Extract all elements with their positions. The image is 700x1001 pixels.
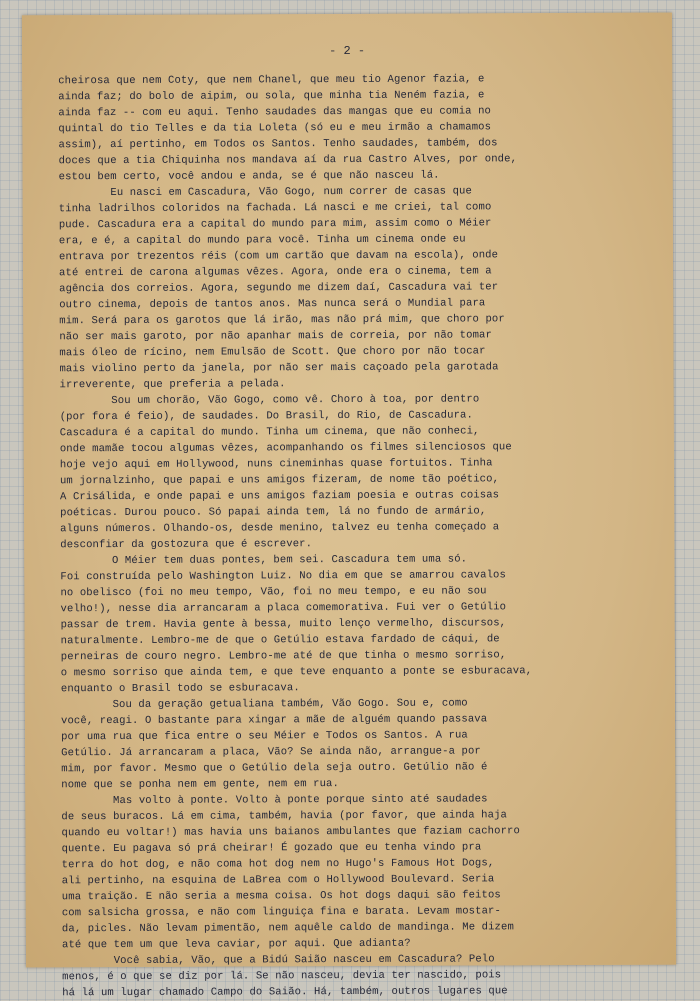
text-line: ali pertinho, na esquina de LaBrea com o Hollywood Boulevard. Seria <box>61 873 495 888</box>
text-line: mais violino perto da janela, por não ser mais caçoado pela garotada <box>59 361 499 376</box>
text-line: hoje vejo aqui em Hollywood, nuns cineminhas quase fortuitos. Tinha <box>59 457 493 472</box>
text-line: mim, por favor. Mesmo que o Getúlio dela seja outro. Getúlio não é <box>61 761 488 776</box>
text-line: (por fora é feio), de saudades. Do Brasil, do Rio, de Cascadura. <box>59 409 473 424</box>
text-line: era, e é, a capital do mundo para você. Tinha um cinema onde eu <box>58 233 466 248</box>
text-line: de seus buracos. Lá em cima, também, havia (por favor, que ainda haja <box>61 809 508 824</box>
text-line: da, picles. Não levam pimentão, nem aquêle caldo de mandinga. Me dizem <box>61 921 514 936</box>
text-line: outro cinema, depois de tantos anos. Mas nunca será o Mundial para <box>59 297 486 312</box>
text-line: Cascadura é a capital do mundo. Tinha um cinema, que não conheci, <box>59 425 480 440</box>
text-line: ainda faz; do bolo de aipim, ou sola, que minha tia Neném fazia, e <box>58 89 485 104</box>
text-line: Sou um chorão, Vão Gogo, como vê. Choro à toa, por dentro <box>59 393 480 408</box>
text-line: assim), aí pertinho, em Todos os Santos. Tenho saudades, também, dos <box>58 137 498 152</box>
text-line: desconfiar da gostozura que é escrever. <box>60 538 313 552</box>
text-line: até entrei de carona algumas vêzes. Agora, onde era o cinema, tem a <box>59 265 492 280</box>
text-line: entrava por trezentos réis (com um cartão que davam na escola), onde <box>58 249 499 264</box>
text-line: quente. Eu pagava só prá cheirar! É gozado que eu tenha vindo pra <box>61 841 482 856</box>
text-line: terra do hot dog, e não coma hot dog nem no Hugo's Famous Hot Dogs, <box>61 857 495 872</box>
text-line: até que tem um que leva caviar, por aqui. Que adianta? <box>61 937 411 952</box>
text-line: Foi construída pelo Washington Luiz. No dia em que se amarrou cavalos <box>60 569 506 584</box>
text-line: com salsicha grossa, e não com linguiça fina e barata. Levam mostar- <box>61 905 501 920</box>
text-line: você, reagi. O bastante para xingar a mãe de alguém quando passava <box>60 713 488 728</box>
text-line: no obelisco (foi no meu tempo, Vão, foi no meu tempo, e eu não sou <box>60 585 487 600</box>
text-line: ainda faz -- com eu aqui. Tenho saudades das mangas que eu comia no <box>58 105 492 120</box>
text-line: nome que se ponha nem em gente, nem em rua. <box>61 778 339 792</box>
text-line: cheirosa que nem Coty, que nem Chanel, que meu tio Agenor fazia, e <box>58 73 485 88</box>
text-line: Getúlio. Já arrancaram a placa, Vão? Se ainda não, arrangue-a por <box>61 745 481 760</box>
text-line: não ser mais garoto, por não apanhar mais de correia, por não tomar <box>59 329 492 344</box>
text-line: A Crisálida, e onde papai e uns amigos faziam poesia e outras coisas <box>60 489 500 504</box>
text-line: poéticas. Durou pouco. Só papai ainda tem, lá no fundo de armário, <box>60 505 487 520</box>
text-line: pude. Cascadura era a capital do mundo para mim, assim como o Méier <box>58 217 492 232</box>
text-line: estou bem certo, você andou e anda, se é que não nasceu lá. <box>58 169 440 184</box>
text-line: perneiras de couro negro. Lembro-me até de que tinha o mesmo sorriso, <box>60 649 507 664</box>
text-line: onde mamãe tocou algumas vêzes, acompanhando os filmes silenciosos que <box>59 441 512 456</box>
typewritten-page <box>22 13 676 1000</box>
text-line: menos, é o que se diz por lá. Se não nasceu, devia ter nascido, pois <box>62 969 502 984</box>
text-line: Sou da geração getualiana também, Vão Gogo. Sou e, como <box>60 697 468 712</box>
text-line: por uma rua que fica entre o seu Méier e Todos os Santos. A rua <box>61 729 468 744</box>
text-line: alguns números. Olhando-os, desde menino, talvez eu tenha começado a <box>60 521 500 536</box>
text-line: velho!), nesse dia arrancaram a placa comemorativa. Fui ver o Getúlio <box>60 601 507 616</box>
text-line: mais óleo de rícino, nem Emulsão de Scott. Que choro por não tocar <box>59 345 486 360</box>
text-line: irreverente, que preferia a pelada. <box>59 378 286 392</box>
text-line: Você sabia, Vão, que a Bidú Saião nasceu em Cascadura? Pelo <box>62 953 495 968</box>
text-line: há lá um lugar chamado Campo do Saião. Há, também, outros lugares que <box>62 985 508 1000</box>
text-line: Eu nasci em Cascadura, Vão Gogo, num correr de casas que <box>58 185 472 200</box>
text-line: enquanto o Brasil todo se esburacava. <box>60 682 300 696</box>
text-line: naturalmente. Lembro-me de que o Getúlio estava fardado de cáqui, de <box>60 633 500 648</box>
page-number: - 2 - <box>329 43 366 59</box>
text-line: doces que a tia Chiquinha nos mandava aí da rua Castro Alves, por onde, <box>58 153 518 168</box>
text-line: um jornalzinho, que papai e uns amigos fizeram, de nome tão poético, <box>59 473 500 488</box>
text-line: o mesmo sorriso que ainda tem, e que teve enquanto a ponte se esburacava, <box>60 665 533 680</box>
text-line: quando eu voltar!) mas havia uns baianos ambulantes que faziam cachorro <box>61 825 520 840</box>
text-line: passar de trem. Havia gente à bessa, muito lenço vermelho, discursos, <box>60 617 507 632</box>
text-line: tinha ladrilhos coloridos na fachada. Lá nasci e me criei, tal como <box>58 201 492 216</box>
text-line: Mas volto à ponte. Volto à ponte porque sinto até saudades <box>61 793 488 808</box>
text-line: uma traição. E não seria a mesma coisa. Os hot dogs daqui são feitos <box>61 889 501 904</box>
text-line: quintal do tio Telles e da tia Loleta (só eu e meu irmão a chamamos <box>58 121 492 136</box>
text-line: O Méier tem duas pontes, bem sei. Cascadura tem uma só. <box>60 553 468 568</box>
text-line: mim. Será para os garotos que lá irão, mas não prá mim, que choro por <box>59 313 505 328</box>
text-line: agência dos correios. Agora, segundo me dizem daí, Cascadura vai ter <box>59 281 499 296</box>
letter-body <box>58 71 662 1001</box>
